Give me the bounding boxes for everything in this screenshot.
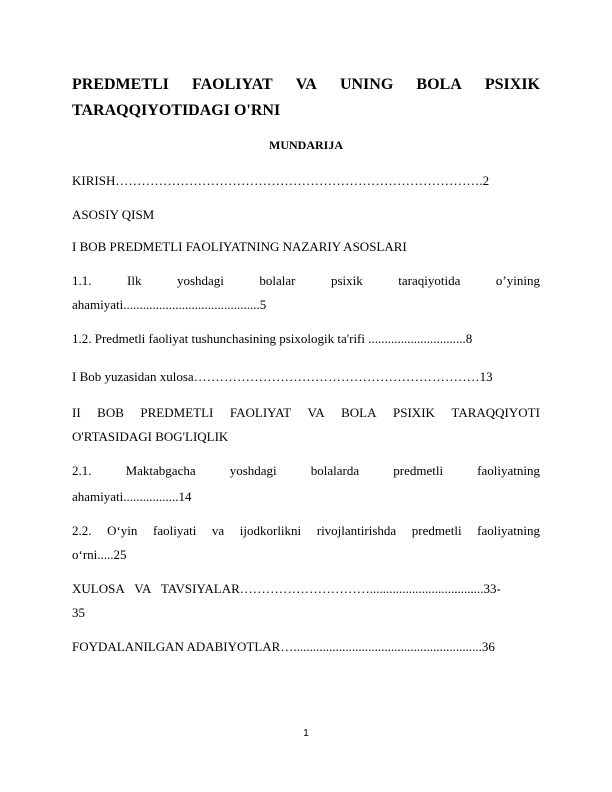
document-page	[72, 0, 540, 792]
toc-item-1-1	[72, 272, 540, 290]
title-line-2: TARAQQIYOTIDAGI O'RNI	[72, 102, 281, 119]
toc-bob-2-cont: O'RTASIDAGI BOG'LIQLIK	[72, 429, 229, 444]
toc-xulosa-tavsiyalar-cont: 35	[72, 605, 85, 620]
title-line-1	[72, 72, 540, 98]
title-word: PREDMETLI	[72, 76, 169, 93]
toc-xulosa-bob-1: I Bob yuzasidan xulosa…………………………………………………………13	[72, 369, 493, 384]
title-word: BOLA	[416, 76, 462, 93]
toc-item-1-2: 1.2. Predmetli faoliyat tushunchasining psixologik ta'rifi ..............................8	[72, 331, 473, 346]
toc-asosiy-qism: ASOSIY QISM	[72, 207, 155, 222]
toc-word: BOB	[97, 405, 124, 420]
toc-word: Maktabgacha	[125, 463, 196, 478]
toc-item-2-1	[72, 462, 540, 480]
toc-item-2-1-cont: ahamiyati.................14	[72, 489, 192, 504]
toc-word: TAVSIYALAR…………………………...................................33-	[160, 581, 501, 596]
page-number: 1	[303, 728, 309, 739]
toc-word: 2.1.	[72, 463, 92, 478]
toc-word: taraqiyotida	[398, 273, 461, 288]
toc-adabiyotlar: FOYDALANILGAN ADABIYOTLAR…..........................................................36	[72, 639, 495, 654]
toc-word: XULOSA	[72, 581, 125, 596]
toc-word: o’yining	[495, 273, 540, 288]
toc-word: VA	[134, 581, 152, 596]
document-title	[72, 72, 540, 124]
toc-word: II	[72, 405, 81, 420]
toc-kirish: KIRISH………………………………………………………………………….2	[72, 173, 490, 188]
toc-item-1-1-cont: ahamiyati..........................................5	[72, 297, 267, 312]
toc-word: FAOLIYAT	[229, 405, 292, 420]
title-word: FAOLIYAT	[192, 76, 273, 93]
toc-heading: MUNDARIJA	[269, 138, 343, 152]
toc-word: BOLA	[341, 405, 377, 420]
toc-word: psixik	[331, 273, 363, 288]
toc-word: faoliyatning	[477, 523, 540, 538]
toc-word: TARAQQIYOTI	[451, 405, 540, 420]
toc-word: bolalar	[259, 273, 296, 288]
toc-word: bolalarda	[310, 463, 360, 478]
toc-word: 1.1.	[72, 273, 92, 288]
toc-word: PSIXIK	[393, 405, 435, 420]
toc-word: PREDMETLI	[140, 405, 214, 420]
toc-word: predmetli	[411, 523, 462, 538]
toc-word: ijodkorlikni	[239, 523, 302, 538]
title-word: PSIXIK	[484, 76, 540, 93]
toc-word: va	[211, 523, 225, 538]
toc-word: VA	[307, 405, 325, 420]
toc-item-2-2	[72, 522, 540, 540]
toc-item-2-2-cont: o‘rni.....25	[72, 547, 127, 562]
toc-bob-1: I BOB PREDMETLI FAOLIYATNING NAZARIY ASOSLARI	[72, 239, 407, 254]
toc-word: 2.2.	[72, 523, 92, 538]
toc-word: Ilk	[127, 273, 142, 288]
toc-word: rivojlantirishda	[316, 523, 397, 538]
toc-xulosa-tavsiyalar	[72, 580, 540, 598]
toc-word: faoliyatning	[477, 463, 540, 478]
toc-word: yoshdagi	[176, 273, 224, 288]
toc-word: O‘yin	[107, 523, 138, 538]
title-word: VA	[295, 76, 317, 93]
toc-word: yoshdagi	[229, 463, 277, 478]
title-word: UNING	[339, 76, 394, 93]
toc-word: predmetli	[393, 463, 444, 478]
toc-word: faoliyati	[153, 523, 197, 538]
toc-bob-2	[72, 404, 540, 422]
